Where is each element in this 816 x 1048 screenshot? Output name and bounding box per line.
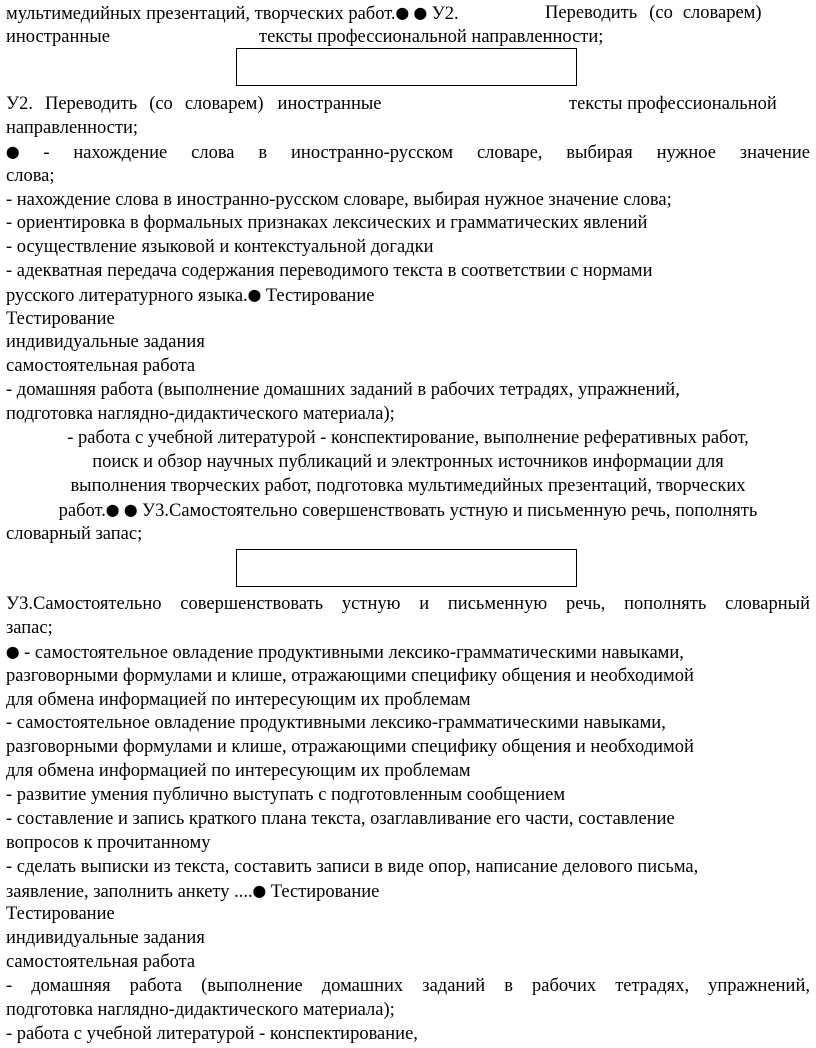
bullet-icon: ⬤ (413, 6, 428, 20)
text-fragment: тексты профессиональной направленности; (259, 27, 604, 47)
text-line: разговорными формулами и клише, отражающими специфику общения и необходимой (6, 737, 694, 757)
bullet-icon: ⬤ (395, 6, 409, 20)
text-fragment: - самостоятельное овладение продуктивными лексико-грамматическими навыками, (24, 643, 684, 663)
text-line: - домашняя работа (выполнение домашних заданий в рабочих тетрадях, упражнений, (6, 380, 680, 400)
text-fragment: Переводить (545, 3, 638, 23)
text-line: поиск и обзор научных публикаций и электронных источников информации для (92, 452, 724, 472)
text-line: подготовка наглядно-дидактического материала); (6, 404, 395, 424)
text-fragment: словарем) (682, 3, 762, 23)
text-line: Тестирование (6, 309, 115, 329)
text-line: вопросов к прочитанному (6, 833, 211, 853)
text-line: слова; (6, 166, 55, 186)
text-line: - адекватная передача содержания переводимого текста в соответствии с нормами (6, 261, 653, 281)
text-line: индивидуальные задания (6, 332, 205, 352)
text-line: - нахождение слова в иностранно-русском словаре, выбирая нужное значение слова; (6, 190, 672, 210)
text-line: Тестирование (6, 904, 115, 924)
text-line: для обмена информацией по интересующим их проблемам (6, 690, 471, 710)
text-fragment: У2. (6, 94, 33, 114)
text-fragment: - нахождение слова в иностранно-русском словаре, выбирая нужное значение (43, 143, 811, 163)
text-fragment: русского литературного языка. (6, 286, 248, 306)
empty-box (236, 48, 577, 86)
text-line (6, 141, 810, 166)
text-line: разговорными формулами и клише, отражающими специфику общения и необходимой (6, 666, 694, 686)
text-fragment: заявление, заполнить анкету .... (6, 882, 253, 902)
text-fragment: мультимедийных презентаций, творческих работ. (6, 4, 396, 24)
text-fragment: иностранные (6, 27, 110, 47)
text-line: У3.Самостоятельно совершенствовать устную и письменную речь, пополнять словарный (6, 594, 810, 614)
text-line: словарный запас; (6, 524, 143, 544)
text-line: выполнения творческих работ, подготовка мультимедийных презентаций, творческих (70, 476, 746, 496)
bullet-icon: ⬤ (6, 645, 20, 659)
text-fragment: Тестирование (270, 882, 380, 902)
text-fragment: тексты профессиональной (569, 94, 777, 114)
text-line (545, 2, 762, 26)
text-line: - самостоятельное овладение продуктивными лексико-грамматическими навыками, (6, 713, 666, 733)
text-line (6, 2, 459, 27)
text-fragment: словарем) (184, 94, 264, 114)
text-line: - работа с учебной литературой - конспектирование, (6, 1024, 418, 1044)
text-line (569, 93, 777, 117)
text-line (6, 26, 110, 50)
bullet-icon: ⬤ (6, 145, 20, 159)
text-fragment: Тестирование (265, 286, 375, 306)
text-line: самостоятельная работа (6, 952, 196, 972)
text-line: подготовка наглядно-дидактического материала); (6, 1000, 395, 1020)
text-line: для обмена информацией по интересующим их проблемам (6, 761, 471, 781)
text-line: индивидуальные задания (6, 928, 205, 948)
text-line: - составление и запись краткого плана текста, озаглавливание его части, составление (6, 809, 675, 829)
text-line: - домашняя работа (выполнение домашних заданий в рабочих тетрадях, упражнений, (6, 976, 810, 996)
empty-box (236, 549, 577, 587)
text-fragment: У2. (431, 4, 459, 24)
text-line (6, 641, 684, 666)
text-line: направленности; (6, 118, 139, 138)
text-fragment: (со (649, 3, 673, 23)
text-line (0, 499, 816, 524)
text-line: - развитие умения публично выступать с подготовленным сообщением (6, 785, 566, 805)
text-fragment: Переводить (44, 94, 138, 114)
text-line: запас; (6, 618, 53, 638)
text-line: - ориентировка в формальных признаках лексических и грамматических явлений (6, 213, 648, 233)
text-fragment: иностранные (277, 94, 382, 114)
text-line: - сделать выписки из текста, составить записи в виде опор, написание делового письма, (6, 857, 699, 877)
text-line: - осуществление языковой и контекстуальной догадки (6, 237, 434, 257)
text-fragment: (со (149, 94, 173, 114)
bullet-icon: ⬤ (123, 503, 138, 517)
text-fragment: У3.Самостоятельно совершенствовать устную и письменную речь, пополнять (142, 501, 758, 521)
text-line (6, 284, 374, 309)
bullet-icon: ⬤ (105, 503, 120, 517)
text-line (259, 26, 603, 50)
text-line (6, 93, 381, 117)
text-line: - работа с учебной литературой - конспектирование, выполнение реферативных работ, (67, 428, 749, 448)
bullet-icon: ⬤ (247, 288, 262, 302)
bullet-icon: ⬤ (252, 884, 267, 898)
text-line: самостоятельная работа (6, 356, 196, 376)
text-line (6, 880, 379, 905)
text-fragment: работ. (58, 501, 106, 521)
